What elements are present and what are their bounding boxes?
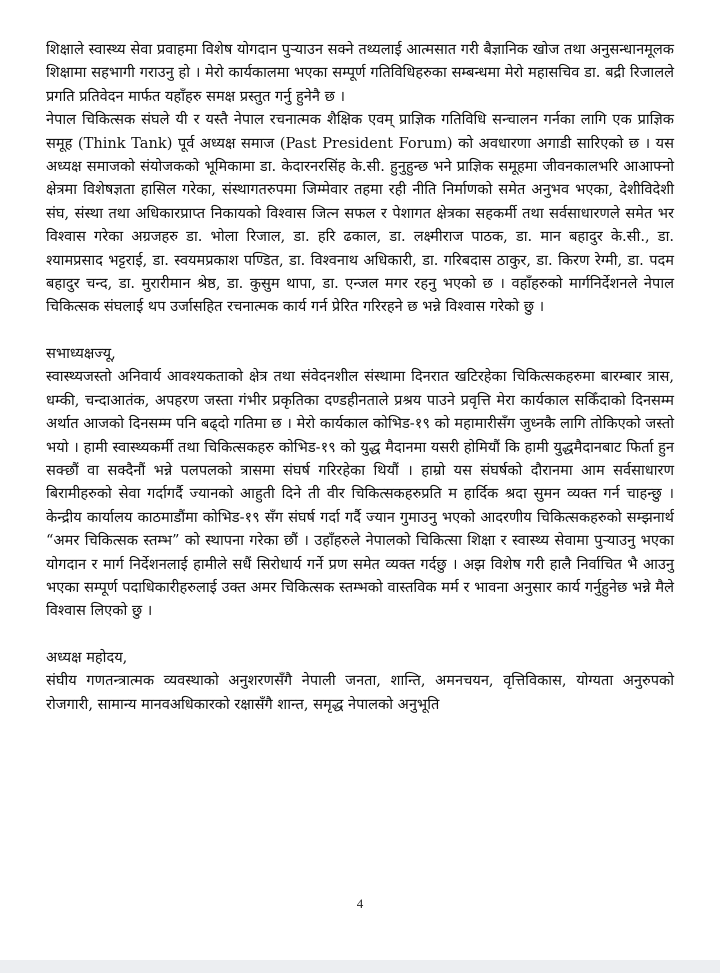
paragraph-3: स्वास्थ्यजस्तो अनिवार्य आवश्यकताको क्षेत्र तथा संवेदनशील संस्थामा दिनरात खटिरहेका चिकित्सकहरुमा बारम्बार त्रास, धम्की, चन्दाआतंक, अपहरण जस्ता गंभीर प्रकृतिका दण्डहीनताले प्रश्रय पाउने प्रवृत्ति मेरा कार्यकाल सकिँदाको दिनसम्म अर्थात आजको दिनसम्म पनि बढ्दो गतिमा छ । मेरो कार्यकाल कोभिड-१९ को महामारीसँग जुध्नकै लागि तोकिएको जस्तो भयो । हामी स्वास्थ्यकर्मी तथा चिकित्सकहरु कोभिड-१९ को युद्ध मैदानमा यसरी होमियौं कि हामी युद्धमैदानबाट फिर्ता हुन सक्छौं वा सक्दैनौं भन्ने पलपलको त्रासमा संघर्ष गरिरहेका थियौं । हाम्रो यस संघर्षको दौरानमा आम सर्वसाधारण बिरामीहरुको सेवा गर्दागर्दै ज्यानको आहुती दिने ती वीर चिकित्सकहरुप्रति म हार्दिक श्रदा सुमन व्यक्त गर्न चाहन्छु । केन्द्रीय कार्यालय काठमाडौंमा कोभिड-१९ सँग संघर्ष गर्दा गर्दै ज्यान गुमाउनु भएको आदरणीय चिकित्सकहरुको सम्झनार्थ “अमर चिकित्सक स्तम्भ” को स्थापना गरेका छौं । उहाँहरुले नेपालको चिकित्सा शिक्षा र स्वास्थ्य सेवामा पुऱ्याउनु भएका योगदान र मार्ग निर्देशनलाई हामीले सधैं सिरोधार्य गर्ने प्रण समेत व्यक्त गर्दछु । अझ विशेष गरी हालै निर्वाचित भै आउनु भएका सम्पूर्ण पदाधिकारीहरुलाई उक्त अमर चिकित्सक स्तम्भको वास्तविक मर्म र भावना अनुसार कार्य गर्नुहुनेछ भन्ने मैले विश्वास लिएको छु ।: [46, 368, 674, 620]
viewer-bottom-strip: [0, 960, 720, 973]
paragraph-1: शिक्षाले स्वास्थ्य सेवा प्रवाहमा विशेष योगदान पुऱ्याउन सक्ने तथ्यलाई आत्मसात गरी बैज्ञानिक खोज तथा अनुसन्धानमूलक शिक्षामा सहभागी गराउनु हो । मेरो कार्यकालमा भएका सम्पूर्ण गतिविधिहरुका सम्बन्धमा मेरो महासचिव डा. बद्री रिजालले प्रगति प्रतिवेदन मार्फत यहाँहरु समक्ष प्रस्तुत गर्नु हुनेनै छ ।: [46, 41, 674, 105]
paragraph-4: संघीय गणतन्त्रात्मक व्यवस्थाको अनुशरणसँगै नेपाली जनता, शान्ति, अमनचयन, वृत्तिविकास, योग्यता अनुरुपको रोजगारी, सामान्य मानवअधिकारको रक्षासँगै शान्त, समृद्ध नेपालको अनुभूति: [46, 672, 674, 713]
document-body: [46, 38, 674, 716]
page-number: 4: [356, 896, 364, 911]
paragraph-2: नेपाल चिकित्सक संघले यी र यस्तै नेपाल रचनात्मक शैक्षिक एवम् प्राज्ञिक गतिविधि सन्चालन गर्नका लागि एक प्राज्ञिक समूह (Think Tank) पूर्व अध्यक्ष समाज (Past President Forum) को अवधारणा अगाडी सारिएको छ । यस अध्यक्ष समाजको संयोजकको भूमिकामा डा. केदारनरसिंह के.सी. हुनुहुन्छ भने प्राज्ञिक समूहमा जीवनकालभरि आआफ्नो क्षेत्रमा विशेषज्ञता हासिल गरेका, संस्थागतरुपमा जिम्मेवार तहमा रही नीति निर्माणको समेत अनुभव भएका, देशीविदेशी संघ, संस्था तथा अधिकारप्राप्त निकायको विश्वास जित्न सफल र पेशागत क्षेत्रका सहकर्मी तथा सर्वसाधारणले समेत भर विश्वास गरेका अग्रजहरु डा. भोला रिजाल, डा. हरि ढकाल, डा. लक्ष्मीराज पाठक, डा. मान बहादुर के.सी., डा. श्यामप्रसाद भट्टराई, डा. स्वयमप्रकाश पण्डित, डा. विश्वनाथ अधिकारी, डा. गरिबदास ठाकुर, डा. किरण रेग्मी, डा. पदम बहादुर चन्द, डा. मुरारीमान श्रेष्ठ, डा. कुसुम थापा, डा. एन्जल मगर रहनु भएको छ । वहाँहरुको मार्गनिर्देशनले नेपाल चिकित्सक संघलाई थप उर्जासहित रचनात्मक कार्य गर्न प्रेरित गरिरहने छ भन्ने विश्वास गरेको छु ।: [46, 111, 674, 316]
salutation-president: अध्यक्ष महोदय,: [46, 648, 128, 666]
salutation-chair: सभाध्यक्षज्यू,: [46, 344, 116, 362]
